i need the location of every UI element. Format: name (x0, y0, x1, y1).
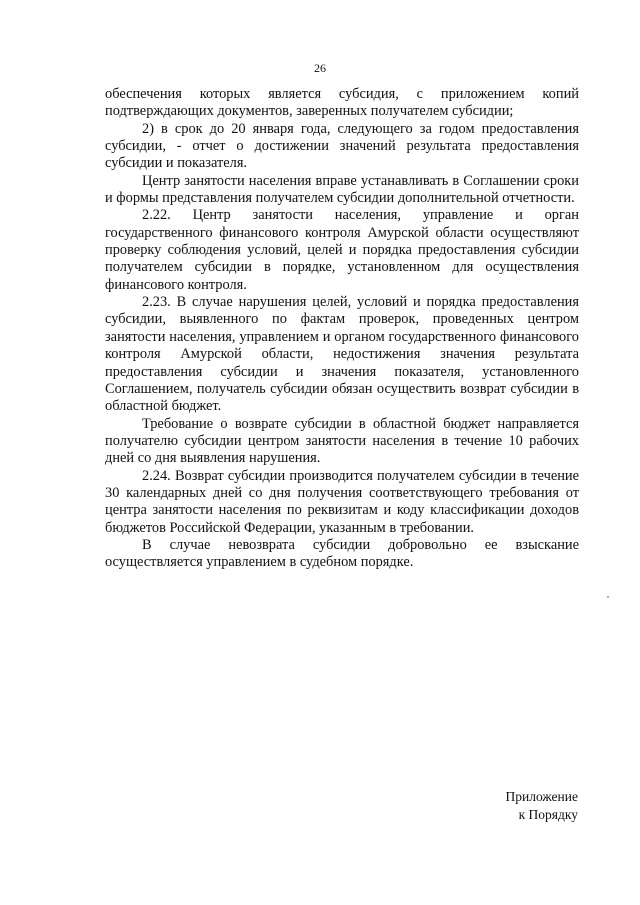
document-body (105, 86, 579, 572)
paragraph-2-23: 2.23. В случае нарушения целей, условий и порядка предоставления субсидии, выявленного по фактам проверок, проведенных центром занятости населения, управлением и органом государственного финансового контроля Амурской области, недостижения значения результата предоставления субсидии и значения показателя, установленного Соглашением, получатель субсидии обязан осуществить возврат субсидии в областной бюджет. (105, 294, 579, 415)
scan-speck (607, 596, 609, 598)
paragraph-court-recovery: В случае невозврата субсидии добровольно ее взыскание осуществляется управлением в судебном порядке. (105, 536, 579, 571)
paragraph-additional-reporting: Центр занятости населения вправе устанавливать в Соглашении сроки и формы представления получателем субсидии дополнительной отчетности. (105, 172, 579, 207)
paragraph-report-deadline: 2) в срок до 20 января года, следующего за годом предоставления субсидии, - отчет о достижении значений результата предоставления субсидии и показателя. (105, 120, 579, 172)
paragraph-refund-demand: Требование о возврате субсидии в областной бюджет направляется получателю субсидии центром занятости населения в течение 10 рабочих дней со дня выявления нарушения. (105, 415, 579, 467)
paragraph-continuation: обеспечения которых является субсидия, с приложением копий подтверждающих документов, заверенных получателем субсидии; (105, 86, 579, 120)
page-number: 26 (314, 61, 326, 75)
paragraph-2-24: 2.24. Возврат субсидии производится получателем субсидии в течение 30 календарных дней со дня получения соответствующего требования от центра занятости населения по реквизитам и коду классификации доходов бюджетов Российской Федерации, указанным в требовании. (105, 467, 579, 536)
appendix-heading (506, 788, 578, 824)
appendix-subtitle: к Порядку (518, 807, 578, 822)
paragraph-2-22: 2.22. Центр занятости населения, управление и орган государственного финансового контроля Амурской области осуществляют проверку соблюдения условий, целей и порядка предоставления субсидии получателем субсидии в порядке, установленном для осуществления финансового контроля. (105, 207, 579, 293)
appendix-title: Приложение (505, 789, 578, 804)
